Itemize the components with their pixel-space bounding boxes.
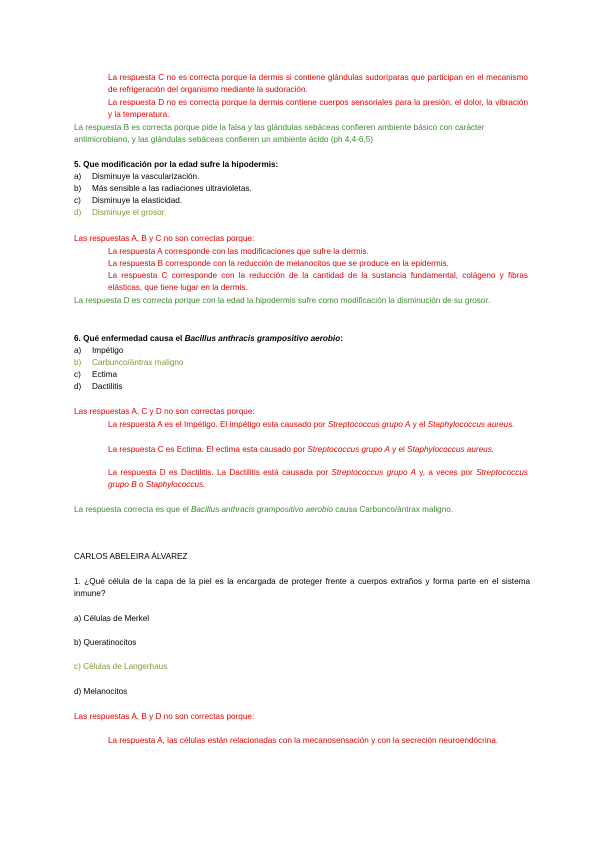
text: y el — [410, 420, 428, 429]
q6-option-d — [74, 381, 530, 393]
text: La respuesta C es Ectima. El ectima esta causado por — [108, 445, 308, 454]
option-key: a) — [74, 172, 82, 181]
q6-option-a — [74, 345, 530, 357]
option-text: Impétigo — [92, 346, 124, 355]
option-text: Disminuye el grosor. — [92, 208, 167, 217]
q5-wrong-header: Las respuestas A, B y C no son correctas porque: — [74, 234, 255, 243]
q6-question — [74, 333, 530, 345]
option-text: Carbunco/ántrax maligno — [92, 358, 184, 367]
option-key: a) — [74, 346, 82, 355]
q4-c-explanation: La respuesta C no es correcta porque la dermis si contiene glándulas sudoríparas que participan en el mecanismo de refrigeración del organismo mediante la sudoración. — [108, 73, 528, 94]
option-text: Ectima — [92, 370, 118, 379]
q5-option-a — [74, 171, 530, 183]
q6-question-text: 6. Qué enfermedad causa el — [74, 334, 185, 343]
q5-d-correct: La respuesta D es correcta porque con la edad la hipodermis sufre como modificación la disminución de su grosor. — [74, 296, 490, 305]
q5-question: 5. Que modificación por la edad sufre la hipodermis: — [74, 160, 279, 169]
q5-option-d — [74, 207, 530, 219]
option-text: Disminuye la elasticidad. — [92, 196, 183, 205]
option-key: b) — [74, 358, 82, 367]
text: y, a veces por — [415, 468, 477, 477]
text: o — [136, 480, 146, 489]
text: La respuesta D es Dactilitis. La Dactilitis está causada por — [108, 468, 332, 477]
text: causa Carbunco/ántrax maligno. — [332, 505, 454, 514]
q6-d-explanation — [108, 467, 528, 491]
organism: Staphylococcus aureus. — [407, 445, 495, 454]
text: y el — [389, 445, 408, 454]
q6-question-colon: : — [340, 334, 343, 343]
organism: Streptococcus grupo A — [327, 420, 411, 429]
option-key: b) — [74, 184, 82, 193]
organism: Staphylococcus. — [145, 480, 206, 489]
q6-option-c — [74, 369, 530, 381]
q6-question-organism: Bacillus anthracis grampositivo aerobio — [184, 334, 341, 343]
author-name: CARLOS ABELEIRA ÁLVAREZ — [74, 552, 188, 561]
text: La respuesta correcta es que el — [74, 505, 191, 514]
option-text: Disminuye la vascularización. — [92, 172, 200, 181]
q6-correct — [74, 504, 530, 516]
q1-question: 1. ¿Qué célula de la capa de la piel es la encargada de proteger frente a cuerpos extraños y forma parte en el sistema inmune? — [74, 577, 530, 598]
q5-option-b — [74, 183, 530, 195]
q6-option-b — [74, 357, 530, 369]
q6-a-explanation — [108, 419, 528, 431]
q6-wrong-header: Las respuestas A, C y D no son correctas porque: — [74, 407, 255, 416]
q5-options — [74, 171, 530, 219]
q5-option-c — [74, 195, 530, 207]
q5-c-explanation: La respuesta C corresponde con la reducción de la cantidad de la sustancia fundamental, colágeno y fibras elásticas, que tiene lugar en la dermis. — [108, 271, 528, 292]
q1-option-d: d) Melanocitos — [74, 687, 128, 696]
option-key: d) — [74, 208, 82, 217]
q6-options — [74, 345, 530, 393]
organism: Bacillus anthracis grampositivo aerobio — [190, 505, 333, 514]
option-key: c) — [74, 370, 81, 379]
q1-option-b: b) Queratinocitos — [74, 638, 137, 647]
q1-a-explanation: La respuesta A, las células están relacionadas con la mecanosensación y con la secreción neuroendócrina. — [108, 736, 499, 745]
organism: Streptococcus grupo A — [331, 468, 416, 477]
text: La respuesta A es el Impétigo. El impétigo esta causado por — [108, 420, 328, 429]
organism: Streptococcus grupo B — [108, 468, 528, 489]
q4-d-explanation: La respuesta D no es correcta porque la dermis contiene cuerpos sensoriales para la presión, el dolor, la vibración y la temperatura. — [108, 98, 528, 119]
q1-option-c: c) Células de Langerhaus — [74, 662, 168, 671]
q4-b-correct: La respuesta B es correcta porque pide la falsa y las glándulas sebáceas confieren ambiente básico con carácter antimicrobiano, y las glándulas sebáceas confieren un ambiente ácido (ph 4,4-6,5) — [74, 123, 485, 144]
q1-wrong-header: Las respuestas A, B y D no son correctas porque: — [74, 712, 255, 721]
option-text: Más sensible a las radiaciones ultravioletas. — [92, 184, 252, 193]
q5-b-explanation: La respuesta B corresponde con la reducción de melanocitos que se produce en la epidermis. — [108, 259, 449, 268]
q1-option-a: a) Células de Merkel — [74, 614, 150, 623]
option-text: Dactilitis — [92, 382, 123, 391]
q5-a-explanation: La respuesta A corresponde con las modificaciones que sufre la dermis. — [108, 247, 369, 256]
q6-c-explanation — [108, 444, 528, 456]
option-key: c) — [74, 196, 81, 205]
organism: Streptococcus grupo A — [307, 445, 390, 454]
organism: Staphylococcus aureus. — [427, 420, 515, 429]
option-key: d) — [74, 382, 82, 391]
